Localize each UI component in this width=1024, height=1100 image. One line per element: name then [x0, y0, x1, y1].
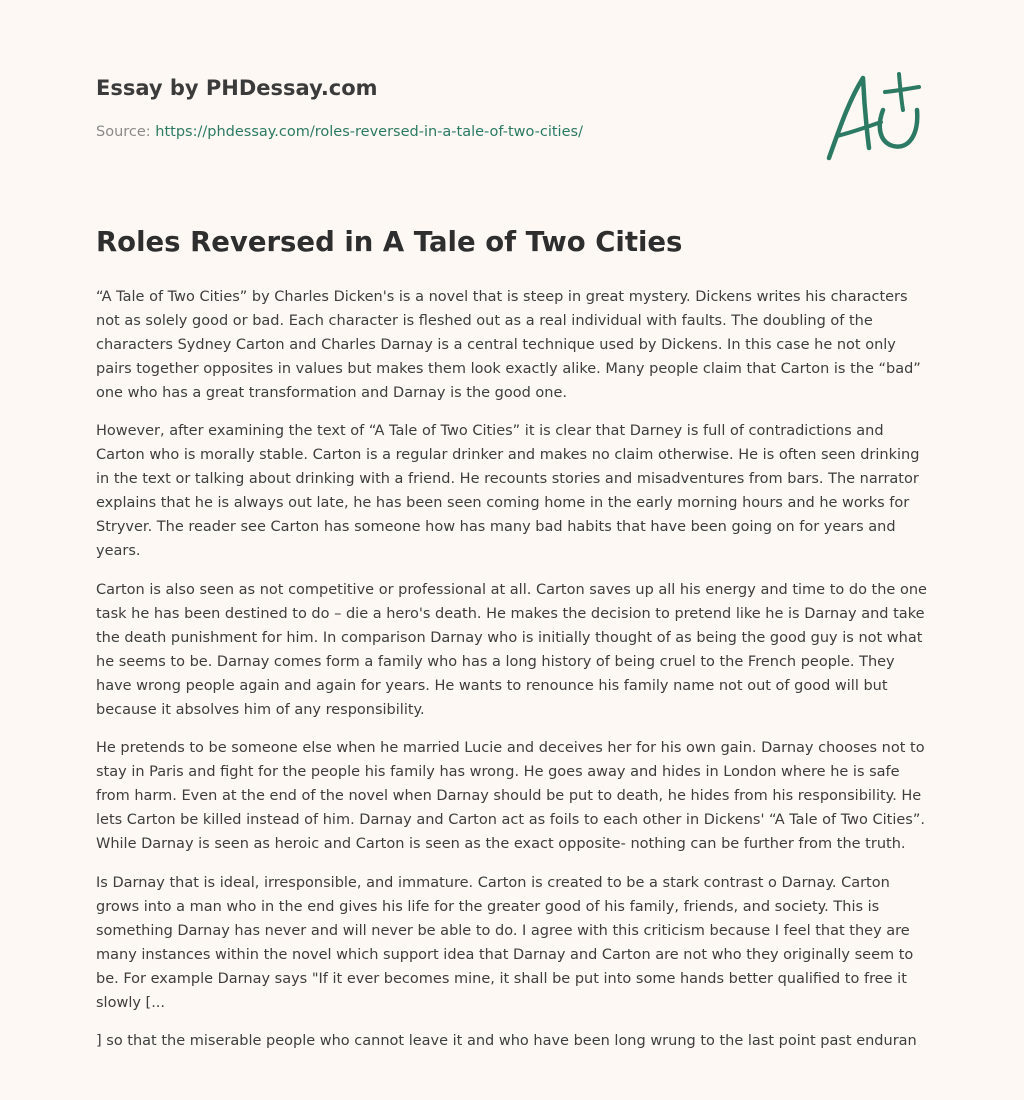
essay-paragraph: However, after examining the text of “A Tale of Two Cities” it is clear that Darney is full of contradictions and Carton who is morally stable. Carton is a regular drinker and makes no claim otherwise. He is often seen drinking in the text or talking about drinking with a friend. He recounts stories and misadventures from bars. The narrator explains that he is always out late, he has been seen coming home in the early morning hours and he works for Stryver. The reader see Carton has someone how has many bad habits that have been going on for years and years.	[96, 423, 920, 560]
source-label: Source:	[96, 124, 151, 140]
essay-title: Roles Reversed in A Tale of Two Cities	[96, 226, 683, 258]
essay-paragraph: Is Darnay that is ideal, irresponsible, and immature. Carton is created to be a stark contrast o Darnay. Carton grows into a man who in the end gives his life for the greater good of his family, friends, and society. This is something Darnay has never and will never be able to do. I agree with this criticism because I feel that they are many instances within the novel which support idea that Darnay and Carton are not who they originally seem to be. For example Darnay says "If it ever becomes mine, it shall be put into some hands better qualified to free it slowly [...	[96, 874, 914, 1011]
essay-body	[96, 285, 928, 1067]
source-link[interactable]: https://phdessay.com/roles-reversed-in-a-tale-of-two-cities/	[155, 124, 583, 140]
site-brand: Essay by PHDessay.com	[96, 76, 378, 100]
essay-paragraph: “A Tale of Two Cities” by Charles Dicken's is a novel that is steep in great mystery. Dickens writes his characters not as solely good or bad. Each character is fleshed out as a real individual with faults. The doubling of the characters Sydney Carton and Charles Darnay is a central technique used by Dickens. In this case he not only pairs together opposites in values but makes them look exactly alike. Many people claim that Carton is the “bad” one who has a great transformation and Darnay is the good one.	[96, 289, 921, 401]
essay-paragraph: Carton is also seen as not competitive or professional at all. Carton saves up all his energy and time to do the one task he has been destined to do – die a hero's death. He makes the decision to pretend like he is Darnay and take the death punishment for him. In comparison Darnay who is initially thought of as being the good guy is not what he seems to be. Darnay comes form a family who has a long history of being cruel to the French people. They have wrong people again and again for years. He wants to renounce his family name not out of good will but because it absolves him of any responsibility.	[96, 581, 927, 718]
essay-paragraph: ] so that the miserable people who cannot leave it and who have been long wrung to the last point past enduran	[96, 1032, 917, 1049]
essay-paragraph: He pretends to be someone else when he married Lucie and deceives her for his own gain. Darnay chooses not to stay in Paris and fight for the people his family has wrong. He goes away and hides in London where he is safe from harm. Even at the end of the novel when Darnay should be put to death, he hides from his responsibility. He lets Carton be killed instead of him. Darnay and Carton act as foils to each other in Dickens' “A Tale of Two Cities”. While Darnay is seen as heroic and Carton is seen as the exact opposite- nothing can be further from the truth.	[96, 740, 925, 853]
a-plus-logo-icon	[823, 66, 927, 166]
source-line	[96, 124, 583, 140]
